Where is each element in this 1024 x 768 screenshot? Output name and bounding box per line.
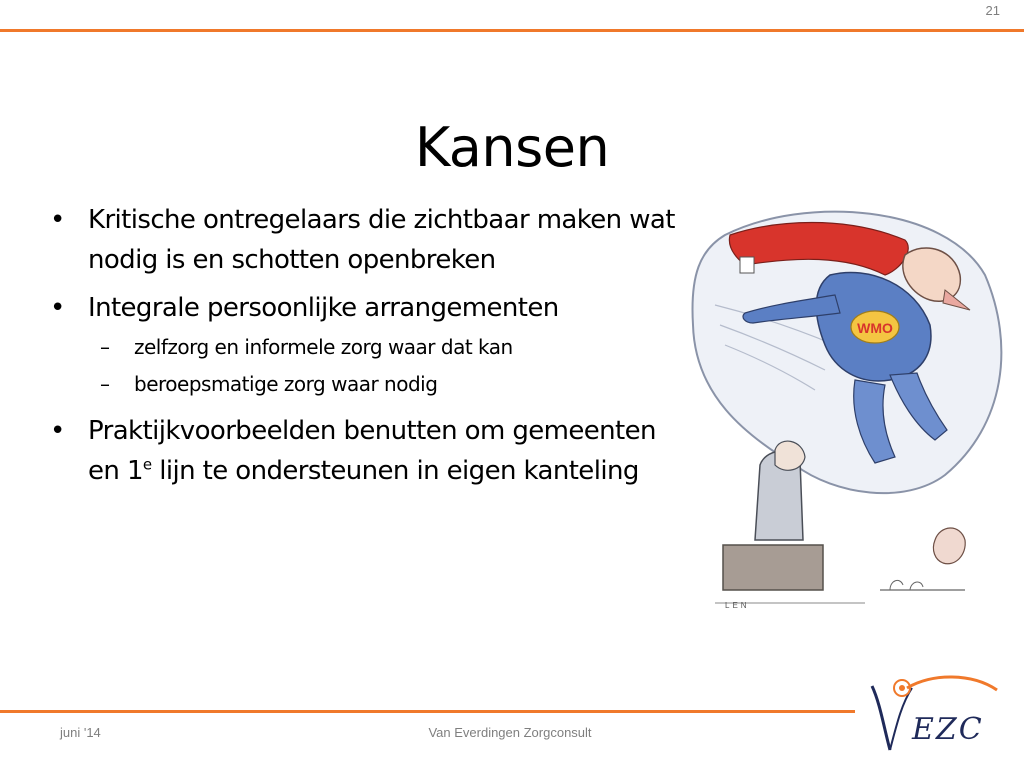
sub-bullet-marker: – [100, 372, 110, 396]
bullet-marker: • [50, 293, 65, 323]
bullet-list [50, 200, 690, 491]
artist-signature: LEN [725, 601, 750, 610]
logo-text: EZC [912, 712, 984, 747]
bullet-marker: • [50, 416, 65, 446]
bullet-item [50, 200, 690, 280]
bottom-divider [0, 710, 855, 713]
bullet-text: Praktijkvoorbeelden benutten om gemeenten en 1e lijn te ondersteunen in eigen kanteling [88, 416, 656, 486]
superscript: e [142, 455, 152, 474]
bullet-marker: • [50, 205, 65, 235]
slide-number: 21 [985, 3, 1000, 18]
bullet-item [50, 288, 690, 328]
footer-date: juni '14 [60, 725, 101, 740]
sub-bullet-text: beroepsmatige zorg waar nodig [134, 372, 438, 396]
slide-title: Kansen [414, 116, 610, 180]
bullet-item [50, 411, 690, 491]
desk-shape [723, 545, 823, 590]
bullet-text: Kritische ontregelaars die zichtbaar maken wat nodig is en schotten openbreken [88, 205, 675, 275]
wmo-badge-text: WMO [857, 320, 893, 336]
bullet-text: Integrale persoonlijke arrangementen [88, 293, 559, 323]
slide-body [50, 200, 690, 499]
sub-bullet-item [50, 369, 690, 399]
small-person [933, 528, 965, 564]
footer-company: Van Everdingen Zorgconsult [428, 725, 592, 740]
sub-bullet-text: zelfzorg en informele zorg waar dat kan [134, 335, 513, 359]
sub-bullet-marker: – [100, 335, 110, 359]
top-divider [0, 29, 1024, 32]
sub-bullet-item [50, 332, 690, 362]
superhero-cartoon-image [685, 195, 1015, 615]
